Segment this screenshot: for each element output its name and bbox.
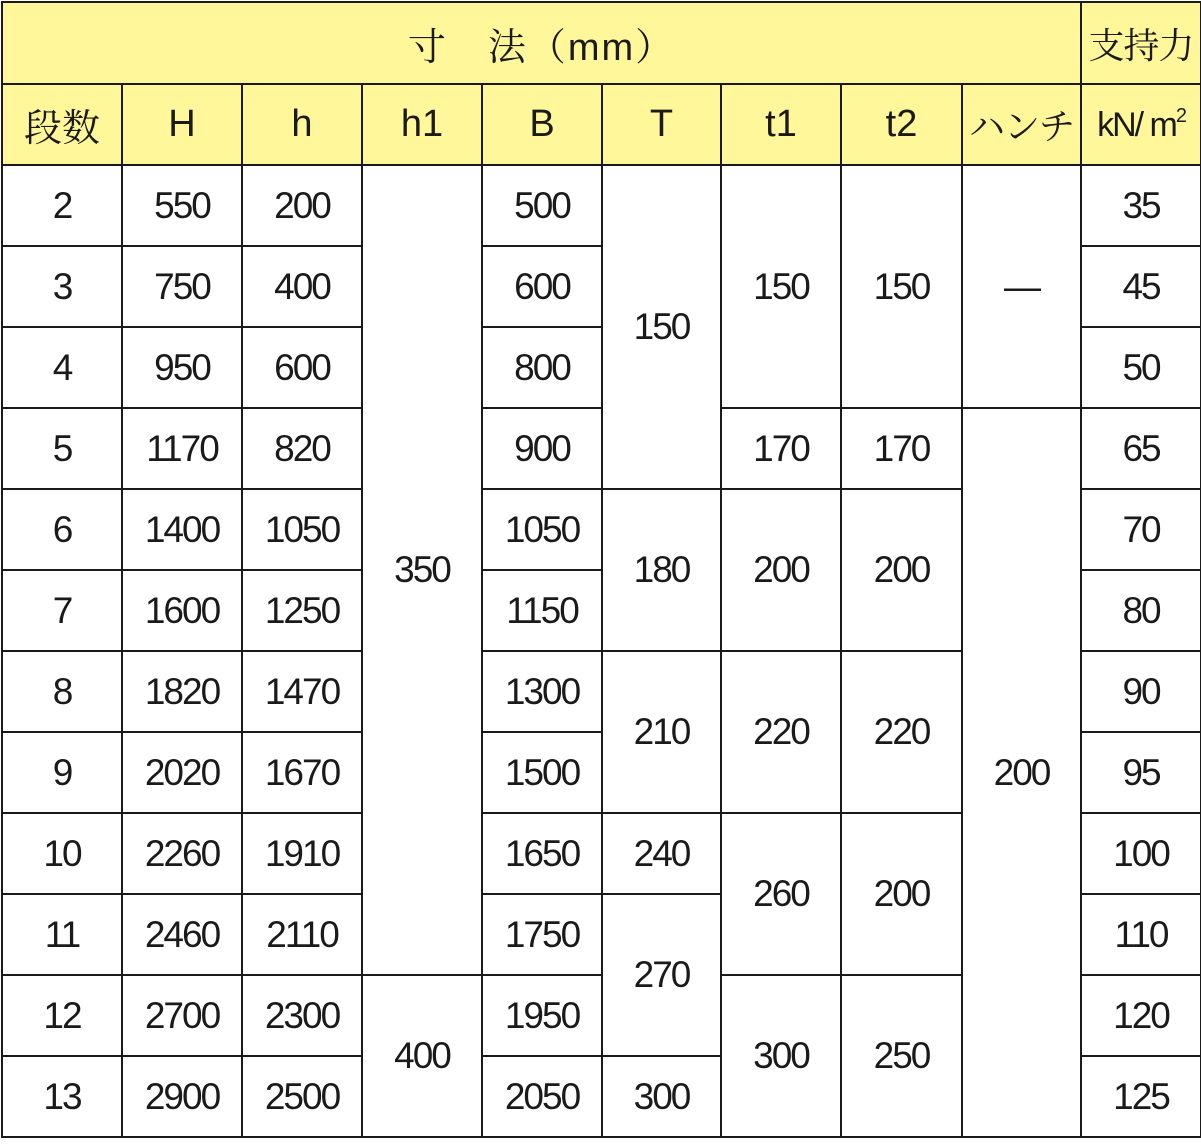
col-header-haunch: ハンチ bbox=[962, 84, 1081, 165]
cell-T-merged: 270 bbox=[602, 894, 721, 1056]
col-header-t2: t2 bbox=[841, 84, 962, 165]
cell-t2: 170 bbox=[841, 408, 962, 489]
dimension-spec-table bbox=[1, 1, 1201, 1138]
cell-H: 2700 bbox=[122, 975, 242, 1056]
cell-stages: 12 bbox=[2, 975, 122, 1056]
cell-t1-merged: 300 bbox=[721, 975, 841, 1137]
col-header-h1: h1 bbox=[362, 84, 482, 165]
cell-T: 300 bbox=[602, 1056, 721, 1137]
cell-stages: 4 bbox=[2, 327, 122, 408]
cell-t2-merged: 150 bbox=[841, 165, 962, 408]
cell-t1-merged: 150 bbox=[721, 165, 841, 408]
cell-stages: 8 bbox=[2, 651, 122, 732]
cell-B: 1300 bbox=[482, 651, 602, 732]
cell-load: 35 bbox=[1081, 165, 1201, 246]
dimensions-title: 寸 法（mm） bbox=[2, 2, 1081, 84]
table-row bbox=[2, 408, 1201, 489]
cell-H: 2020 bbox=[122, 732, 242, 813]
cell-t1-merged: 220 bbox=[721, 651, 841, 813]
col-header-B: B bbox=[482, 84, 602, 165]
cell-h: 1050 bbox=[242, 489, 362, 570]
cell-t2-merged: 250 bbox=[841, 975, 962, 1137]
cell-stages: 9 bbox=[2, 732, 122, 813]
cell-t1-merged: 260 bbox=[721, 813, 841, 975]
unit-superscript: 2 bbox=[1175, 104, 1185, 127]
cell-t1-merged: 200 bbox=[721, 489, 841, 651]
cell-H: 2260 bbox=[122, 813, 242, 894]
cell-H: 2900 bbox=[122, 1056, 242, 1137]
cell-load: 70 bbox=[1081, 489, 1201, 570]
cell-load: 100 bbox=[1081, 813, 1201, 894]
cell-h: 2300 bbox=[242, 975, 362, 1056]
cell-B: 900 bbox=[482, 408, 602, 489]
cell-stages: 11 bbox=[2, 894, 122, 975]
cell-load: 65 bbox=[1081, 408, 1201, 489]
cell-stages: 6 bbox=[2, 489, 122, 570]
table-row bbox=[2, 165, 1201, 246]
cell-H: 1170 bbox=[122, 408, 242, 489]
cell-h: 820 bbox=[242, 408, 362, 489]
cell-h: 400 bbox=[242, 246, 362, 327]
cell-B: 500 bbox=[482, 165, 602, 246]
cell-h: 1470 bbox=[242, 651, 362, 732]
cell-load: 80 bbox=[1081, 570, 1201, 651]
cell-load: 110 bbox=[1081, 894, 1201, 975]
cell-H: 2460 bbox=[122, 894, 242, 975]
cell-H: 1600 bbox=[122, 570, 242, 651]
cell-h: 2500 bbox=[242, 1056, 362, 1137]
cell-stages: 5 bbox=[2, 408, 122, 489]
cell-h: 1910 bbox=[242, 813, 362, 894]
cell-B: 600 bbox=[482, 246, 602, 327]
cell-t1: 170 bbox=[721, 408, 841, 489]
cell-haunch-merged: 200 bbox=[962, 408, 1081, 1137]
cell-B: 2050 bbox=[482, 1056, 602, 1137]
cell-B: 800 bbox=[482, 327, 602, 408]
cell-load: 45 bbox=[1081, 246, 1201, 327]
cell-t2-merged: 200 bbox=[841, 813, 962, 975]
cell-h1-merged: 350 bbox=[362, 165, 482, 975]
cell-B: 1050 bbox=[482, 489, 602, 570]
cell-stages: 2 bbox=[2, 165, 122, 246]
col-header-stages: 段数 bbox=[2, 84, 122, 165]
cell-T-merged: 180 bbox=[602, 489, 721, 651]
cell-h: 2110 bbox=[242, 894, 362, 975]
cell-T: 240 bbox=[602, 813, 721, 894]
col-header-T: T bbox=[602, 84, 721, 165]
col-header-t1: t1 bbox=[721, 84, 841, 165]
cell-B: 1750 bbox=[482, 894, 602, 975]
bearing-capacity-unit bbox=[1081, 84, 1201, 165]
cell-load: 125 bbox=[1081, 1056, 1201, 1137]
bearing-capacity-header: 支持力 bbox=[1081, 2, 1201, 84]
cell-h1-merged: 400 bbox=[362, 975, 482, 1137]
cell-h: 200 bbox=[242, 165, 362, 246]
cell-h: 1670 bbox=[242, 732, 362, 813]
cell-H: 1820 bbox=[122, 651, 242, 732]
unit-text: kN/ m bbox=[1097, 105, 1176, 144]
cell-H: 1400 bbox=[122, 489, 242, 570]
cell-h: 1250 bbox=[242, 570, 362, 651]
col-header-h: h bbox=[242, 84, 362, 165]
cell-T-merged: 150 bbox=[602, 165, 721, 489]
cell-load: 90 bbox=[1081, 651, 1201, 732]
cell-load: 120 bbox=[1081, 975, 1201, 1056]
cell-stages: 7 bbox=[2, 570, 122, 651]
cell-B: 1500 bbox=[482, 732, 602, 813]
cell-B: 1950 bbox=[482, 975, 602, 1056]
cell-h: 600 bbox=[242, 327, 362, 408]
cell-load: 50 bbox=[1081, 327, 1201, 408]
cell-B: 1650 bbox=[482, 813, 602, 894]
cell-H: 550 bbox=[122, 165, 242, 246]
cell-stages: 10 bbox=[2, 813, 122, 894]
cell-haunch-merged: — bbox=[962, 165, 1081, 408]
cell-stages: 13 bbox=[2, 1056, 122, 1137]
cell-t2-merged: 200 bbox=[841, 489, 962, 651]
cell-H: 750 bbox=[122, 246, 242, 327]
cell-stages: 3 bbox=[2, 246, 122, 327]
cell-H: 950 bbox=[122, 327, 242, 408]
cell-t2-merged: 220 bbox=[841, 651, 962, 813]
cell-load: 95 bbox=[1081, 732, 1201, 813]
cell-B: 1150 bbox=[482, 570, 602, 651]
col-header-H: H bbox=[122, 84, 242, 165]
cell-T-merged: 210 bbox=[602, 651, 721, 813]
